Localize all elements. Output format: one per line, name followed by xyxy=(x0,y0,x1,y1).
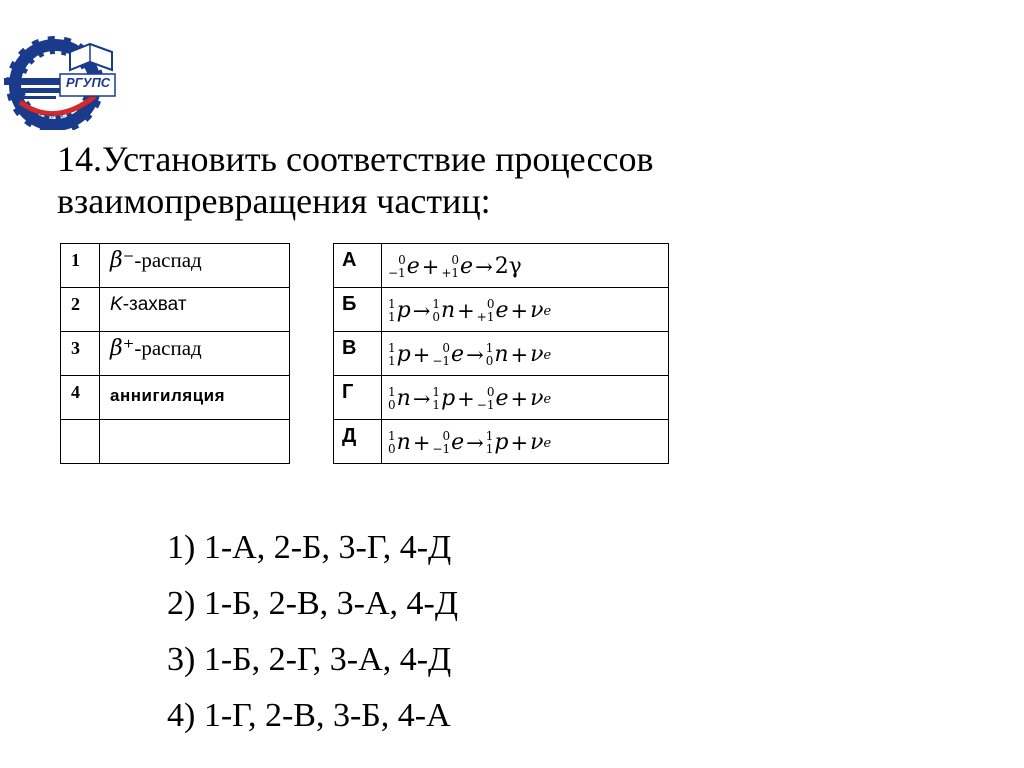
process-number: 4 xyxy=(61,376,100,420)
process-text: -распад xyxy=(134,336,202,360)
process-text: аннигиляция xyxy=(110,386,226,405)
logo-city: РОСТОВ-НА-ДОНУ xyxy=(32,114,82,120)
reaction-letter: Б xyxy=(334,288,382,332)
reaction-letter: А xyxy=(334,244,382,288)
process-label xyxy=(100,376,290,420)
reaction-formula: 0 −1 e + 0 +1 e → 2γ xyxy=(382,244,669,288)
process-number: 2 xyxy=(61,288,100,332)
process-symbol: K xyxy=(110,294,123,315)
answer-option-2[interactable]: 2) 1-Б, 2-В, 3-А, 4-Д xyxy=(167,585,459,622)
reaction-table xyxy=(333,243,669,464)
reaction-formula: 1 0 n + 0 −1 e → 1 1 p + ν e xyxy=(382,420,669,464)
process-row xyxy=(61,376,290,420)
reaction-formula: 1 0 n → 1 1 p + 0 −1 e + ν e xyxy=(382,376,669,420)
reaction-formula: 1 1 p + 0 −1 e → 1 0 n + ν e xyxy=(382,332,669,376)
process-label xyxy=(100,288,290,332)
reaction-row xyxy=(334,376,669,420)
process-number: 3 xyxy=(61,332,100,376)
process-number xyxy=(61,420,100,464)
logo-text: РГУПС xyxy=(66,75,111,90)
reaction-row xyxy=(334,420,669,464)
question-line-2: взаимопревращения частиц: xyxy=(57,181,491,221)
answer-option-1[interactable]: 1) 1-А, 2-Б, 3-Г, 4-Д xyxy=(167,529,452,566)
process-label xyxy=(100,332,290,376)
process-label xyxy=(100,244,290,288)
rgups-logo xyxy=(0,30,125,130)
reaction-letter: Д xyxy=(334,420,382,464)
process-text: -распад xyxy=(134,248,202,272)
process-symbol: β⁻ xyxy=(110,248,135,273)
reaction-row xyxy=(334,244,669,288)
reaction-row xyxy=(334,332,669,376)
reaction-letter: В xyxy=(334,332,382,376)
process-row xyxy=(61,332,290,376)
process-row xyxy=(61,244,290,288)
process-row xyxy=(61,420,290,464)
process-label xyxy=(100,420,290,464)
process-number: 1 xyxy=(61,244,100,288)
process-table xyxy=(60,243,290,464)
reaction-row xyxy=(334,288,669,332)
answer-options xyxy=(167,520,458,744)
question-title xyxy=(57,138,777,222)
answer-option-4[interactable]: 4) 1-Г, 2-В, 3-Б, 4-А xyxy=(167,697,451,734)
reaction-formula: 1 1 p → 1 0 n + 0 +1 e + ν e xyxy=(382,288,669,332)
process-row xyxy=(61,288,290,332)
question-line-1: 14.Установить соответствие процессов xyxy=(57,139,654,179)
answer-option-3[interactable]: 3) 1-Б, 2-Г, 3-А, 4-Д xyxy=(167,641,452,678)
reaction-letter: Г xyxy=(334,376,382,420)
process-symbol: β⁺ xyxy=(110,336,135,361)
process-text: -захват xyxy=(122,294,187,315)
